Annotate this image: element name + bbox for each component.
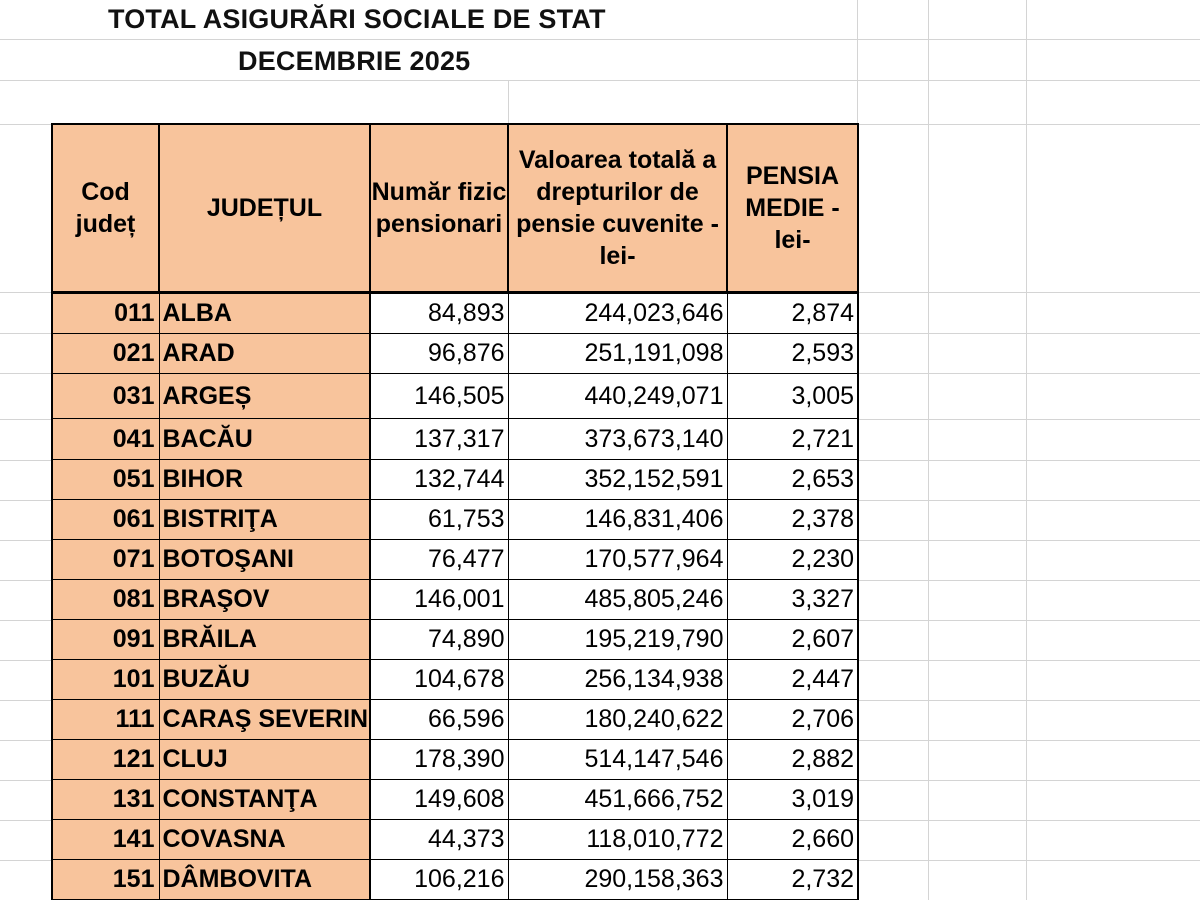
pensioners-cell[interactable]: 178,390 xyxy=(370,740,508,780)
county-code-cell[interactable]: 051 xyxy=(52,460,159,500)
grid-line xyxy=(928,0,929,900)
average-pension-cell[interactable]: 2,732 xyxy=(727,860,858,900)
county-code-cell[interactable]: 151 xyxy=(52,860,159,900)
total-value-cell[interactable]: 440,249,071 xyxy=(508,374,727,419)
county-code-cell[interactable]: 131 xyxy=(52,780,159,820)
table-row xyxy=(52,293,858,334)
county-code-cell[interactable]: 061 xyxy=(52,500,159,540)
pensioners-cell[interactable]: 44,373 xyxy=(370,820,508,860)
header-total-value[interactable]: Valoarea totală a drepturilor de pensie cuvenite -lei- xyxy=(508,124,727,293)
county-code-cell[interactable]: 081 xyxy=(52,580,159,620)
average-pension-cell[interactable]: 2,660 xyxy=(727,820,858,860)
county-code-cell[interactable]: 111 xyxy=(52,700,159,740)
pensioners-cell[interactable]: 104,678 xyxy=(370,660,508,700)
county-name-cell[interactable]: BRAŞOV xyxy=(159,580,370,620)
county-name-cell[interactable]: CONSTANŢA xyxy=(159,780,370,820)
county-name-cell[interactable]: ALBA xyxy=(159,293,370,334)
pensioners-cell[interactable]: 146,505 xyxy=(370,374,508,419)
county-name-cell[interactable]: CLUJ xyxy=(159,740,370,780)
county-code-cell[interactable]: 091 xyxy=(52,620,159,660)
total-value-cell[interactable]: 514,147,546 xyxy=(508,740,727,780)
total-value-cell[interactable]: 170,577,964 xyxy=(508,540,727,580)
average-pension-cell[interactable]: 2,721 xyxy=(727,419,858,460)
total-value-cell[interactable]: 373,673,140 xyxy=(508,419,727,460)
average-pension-cell[interactable]: 2,653 xyxy=(727,460,858,500)
total-value-cell[interactable]: 290,158,363 xyxy=(508,860,727,900)
total-value-cell[interactable]: 195,219,790 xyxy=(508,620,727,660)
county-name-cell[interactable]: BUZĂU xyxy=(159,660,370,700)
average-pension-cell[interactable]: 3,005 xyxy=(727,374,858,419)
average-pension-cell[interactable]: 2,378 xyxy=(727,500,858,540)
average-pension-cell[interactable]: 3,019 xyxy=(727,780,858,820)
table-row xyxy=(52,860,858,900)
county-code-cell[interactable]: 021 xyxy=(52,334,159,374)
header-county-code[interactable]: Cod județ xyxy=(52,124,159,293)
table-row xyxy=(52,700,858,740)
grid-line xyxy=(1026,0,1027,900)
table-row xyxy=(52,780,858,820)
county-code-cell[interactable]: 031 xyxy=(52,374,159,419)
table-row xyxy=(52,660,858,700)
table-row xyxy=(52,500,858,540)
total-value-cell[interactable]: 251,191,098 xyxy=(508,334,727,374)
table-row xyxy=(52,540,858,580)
table-row xyxy=(52,740,858,780)
county-name-cell[interactable]: ARGEȘ xyxy=(159,374,370,419)
average-pension-cell[interactable]: 3,327 xyxy=(727,580,858,620)
header-county[interactable]: JUDEȚUL xyxy=(159,124,370,293)
table-row xyxy=(52,460,858,500)
total-value-cell[interactable]: 244,023,646 xyxy=(508,293,727,334)
table-row xyxy=(52,820,858,860)
average-pension-cell[interactable]: 2,607 xyxy=(727,620,858,660)
average-pension-cell[interactable]: 2,447 xyxy=(727,660,858,700)
pensioners-cell[interactable]: 106,216 xyxy=(370,860,508,900)
pension-table xyxy=(51,123,859,900)
total-value-cell[interactable]: 180,240,622 xyxy=(508,700,727,740)
total-value-cell[interactable]: 146,831,406 xyxy=(508,500,727,540)
county-name-cell[interactable]: CARAŞ SEVERIN xyxy=(159,700,370,740)
pensioners-cell[interactable]: 74,890 xyxy=(370,620,508,660)
average-pension-cell[interactable]: 2,706 xyxy=(727,700,858,740)
table-row xyxy=(52,419,858,460)
average-pension-cell[interactable]: 2,874 xyxy=(727,293,858,334)
sheet-subtitle-period[interactable]: DECEMBRIE 2025 xyxy=(238,46,471,76)
pensioners-cell[interactable]: 146,001 xyxy=(370,580,508,620)
county-code-cell[interactable]: 011 xyxy=(52,293,159,334)
table-row xyxy=(52,620,858,660)
county-code-cell[interactable]: 121 xyxy=(52,740,159,780)
county-code-cell[interactable]: 071 xyxy=(52,540,159,580)
pensioners-cell[interactable]: 84,893 xyxy=(370,293,508,334)
county-code-cell[interactable]: 141 xyxy=(52,820,159,860)
total-value-cell[interactable]: 256,134,938 xyxy=(508,660,727,700)
total-value-cell[interactable]: 485,805,246 xyxy=(508,580,727,620)
pensioners-cell[interactable]: 76,477 xyxy=(370,540,508,580)
county-name-cell[interactable]: BISTRIŢA xyxy=(159,500,370,540)
grid-line xyxy=(508,80,509,124)
pensioners-cell[interactable]: 132,744 xyxy=(370,460,508,500)
total-value-cell[interactable]: 352,152,591 xyxy=(508,460,727,500)
average-pension-cell[interactable]: 2,882 xyxy=(727,740,858,780)
county-code-cell[interactable]: 101 xyxy=(52,660,159,700)
county-name-cell[interactable]: BRĂILA xyxy=(159,620,370,660)
total-value-cell[interactable]: 451,666,752 xyxy=(508,780,727,820)
average-pension-cell[interactable]: 2,230 xyxy=(727,540,858,580)
pensioners-cell[interactable]: 61,753 xyxy=(370,500,508,540)
sheet-title[interactable]: TOTAL ASIGURĂRI SOCIALE DE STAT xyxy=(108,4,606,34)
total-value-cell[interactable]: 118,010,772 xyxy=(508,820,727,860)
average-pension-cell[interactable]: 2,593 xyxy=(727,334,858,374)
county-name-cell[interactable]: BACĂU xyxy=(159,419,370,460)
county-name-cell[interactable]: COVASNA xyxy=(159,820,370,860)
pensioners-cell[interactable]: 66,596 xyxy=(370,700,508,740)
grid-line xyxy=(0,80,1200,81)
table-row xyxy=(52,374,858,419)
county-name-cell[interactable]: BIHOR xyxy=(159,460,370,500)
grid-line xyxy=(0,39,1200,40)
county-code-cell[interactable]: 041 xyxy=(52,419,159,460)
pensioners-cell[interactable]: 149,608 xyxy=(370,780,508,820)
county-name-cell[interactable]: BOTOŞANI xyxy=(159,540,370,580)
table-row xyxy=(52,580,858,620)
header-pensioners[interactable]: Număr fizic pensionari xyxy=(370,124,508,293)
county-name-cell[interactable]: DÂMBOVITA xyxy=(159,860,370,900)
table-row xyxy=(52,334,858,374)
header-average-pension[interactable]: PENSIA MEDIE -lei- xyxy=(727,124,858,293)
county-name-cell[interactable]: ARAD xyxy=(159,334,370,374)
pensioners-cell[interactable]: 96,876 xyxy=(370,334,508,374)
pensioners-cell[interactable]: 137,317 xyxy=(370,419,508,460)
